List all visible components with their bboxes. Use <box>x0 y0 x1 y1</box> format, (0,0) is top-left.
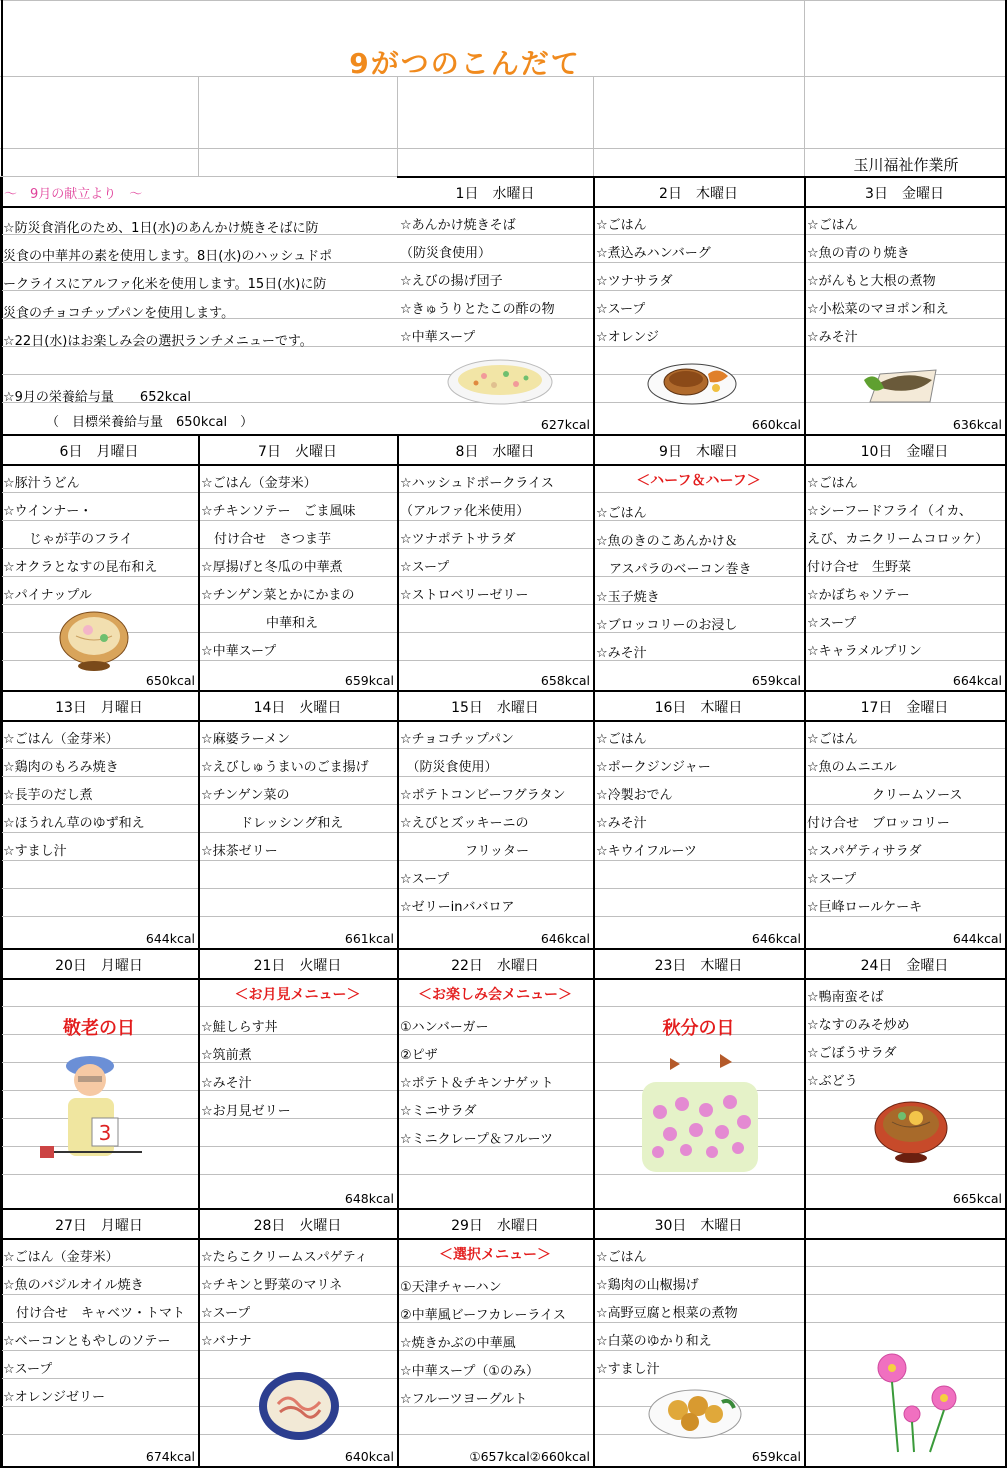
calorie-value: 650kcal <box>145 673 195 688</box>
menu-item: ☆ブロッコリーのお浸し <box>596 618 738 633</box>
menu-item: ②中華風ビーフカレーライス <box>400 1308 566 1323</box>
hamburg-plate-icon <box>646 352 741 408</box>
menu-item: （防災食使用） <box>400 246 492 261</box>
menu-item: ☆チキンと野菜のマリネ <box>201 1278 343 1293</box>
menu-item: ☆魚のバジルオイル焼き <box>3 1278 144 1293</box>
holiday-label: 敬老の日 <box>63 1018 135 1039</box>
grid-line <box>0 176 2 434</box>
menu-item: ☆キウイフルーツ <box>596 844 697 859</box>
special-menu-label: ＜ハーフ＆ハーフ＞ <box>636 473 761 489</box>
menu-item: ☆小松菜のマヨポン和え <box>807 302 949 317</box>
grid-line <box>0 1434 1005 1435</box>
menu-item: ☆ポークジンジャー <box>596 760 711 775</box>
menu-item: ②ピザ <box>400 1048 438 1063</box>
day-header: 28日 火曜日 <box>253 1218 342 1234</box>
menu-item: ☆フルーツヨーグルト <box>400 1392 528 1407</box>
menu-item: ☆えびの揚げ団子 <box>400 274 503 289</box>
menu-item: ☆豚汁うどん <box>3 476 80 491</box>
menu-item: フリッター <box>400 844 529 859</box>
menu-item: ☆ごはん（金芽米） <box>3 1250 119 1265</box>
day-header: 8日 水曜日 <box>455 444 535 460</box>
grid-line <box>593 948 595 1208</box>
menu-item: ☆お月見ゼリー <box>201 1104 291 1119</box>
menu-item: じゃが芋のフライ <box>3 532 133 547</box>
menu-item: ☆冷製おでん <box>596 788 673 803</box>
menu-item: ☆ごはん <box>807 732 858 747</box>
menu-item: ☆ごはん（金芽米） <box>201 476 317 491</box>
menu-item: ☆なすのみそ炒め <box>807 1018 910 1033</box>
intro-line: ☆防災食消化のため、1日(水)のあんかけ焼きそばに防 <box>3 221 319 236</box>
menu-item: ☆スープ <box>400 560 450 575</box>
calorie-value: 659kcal <box>751 673 801 688</box>
grid-line <box>0 148 1005 149</box>
menu-item: ☆パイナップル <box>3 588 92 603</box>
menu-item: ドレッシング和え <box>201 816 344 831</box>
calorie-value: 665kcal <box>952 1191 1002 1206</box>
menu-item: ☆バナナ <box>201 1334 252 1349</box>
menu-item: ☆筑前煮 <box>201 1048 252 1063</box>
grid-line <box>397 176 1005 178</box>
menu-item: ☆かぼちゃソテー <box>807 588 910 603</box>
menu-item: ☆ポテトコンビーフグラタン <box>400 788 566 803</box>
grid-line <box>198 1208 200 1466</box>
special-menu-label: ＜選択メニュー＞ <box>439 1247 551 1263</box>
menu-item: ☆みそ汁 <box>201 1076 252 1091</box>
grid-line <box>0 1208 2 1466</box>
grid-line <box>0 720 1005 722</box>
menu-item: ☆ほうれん草のゆず和え <box>3 816 145 831</box>
grid-line <box>0 434 2 690</box>
grid-line <box>0 206 1005 208</box>
menu-item: ☆スパゲティサラダ <box>807 844 922 859</box>
menu-item: ☆みそ汁 <box>596 646 647 661</box>
day-header: 10日 金曜日 <box>860 444 949 460</box>
menu-item: ☆ごはん <box>596 218 647 233</box>
menu-item: （アルファ化米使用） <box>400 504 530 519</box>
day-header: 2日 木曜日 <box>659 186 738 202</box>
menu-item: ☆オレンジ <box>596 330 660 345</box>
menu-item: ☆チョコチップパン <box>400 732 514 747</box>
grid-line <box>0 860 1005 861</box>
menu-item: えび、カニクリームコロッケ） <box>807 532 989 547</box>
intro-line: ークライスにアルファ化米を使用します。15日(水)に防 <box>3 277 327 292</box>
grid-line <box>0 632 1005 633</box>
grid-line <box>0 464 1005 466</box>
menu-item: ☆中華スープ <box>400 330 476 345</box>
calorie-value: 659kcal <box>344 673 394 688</box>
grid-line <box>198 434 200 690</box>
menu-item: ☆ごはん <box>807 476 858 491</box>
calorie-value: 661kcal <box>344 931 394 946</box>
menu-item: ☆鶏肉の山椒揚げ <box>596 1278 699 1293</box>
menu-item: ☆ツナポテトサラダ <box>400 532 516 547</box>
menu-item: ☆オクラとなすの昆布和え <box>3 560 158 575</box>
menu-item: ①天津チャーハン <box>400 1280 502 1295</box>
grid-line <box>0 176 397 177</box>
special-menu-label: ＜お楽しみ会メニュー＞ <box>418 987 572 1003</box>
menu-item: ☆シーフードフライ（イカ、 <box>807 504 972 519</box>
grilled-fish-icon <box>860 360 944 408</box>
svg-text:3: 3 <box>98 1121 112 1145</box>
organization-name: 玉川福祉作業所 <box>853 156 959 174</box>
menu-item: ☆鴨南蛮そば <box>807 990 884 1005</box>
cosmos-flower-icon <box>858 1344 978 1456</box>
menu-item: ☆ミニサラダ <box>400 1104 477 1119</box>
grid-line <box>0 434 1005 436</box>
menu-item: ☆ハッシュドポークライス <box>400 476 554 491</box>
calorie-value: 648kcal <box>344 1191 394 1206</box>
menu-item: ☆焼きかぶの中華風 <box>400 1336 516 1351</box>
spaghetti-plate-icon <box>258 1370 340 1442</box>
calorie-value: 636kcal <box>952 417 1002 432</box>
menu-item: ☆スープ <box>807 616 857 631</box>
day-header: 13日 月曜日 <box>55 700 143 716</box>
day-header: 14日 火曜日 <box>253 700 342 716</box>
day-header: 7日 火曜日 <box>258 444 337 460</box>
grid-line <box>0 604 1005 605</box>
menu-item: ☆たらこクリームスパゲティ <box>201 1250 368 1265</box>
menu-item: ☆えびしゅうまいのごま揚げ <box>201 760 369 775</box>
menu-item: クリームソース <box>807 788 963 803</box>
udon-bowl-icon <box>58 608 130 674</box>
menu-item: ☆鶏肉のもろみ焼き <box>3 760 119 775</box>
calorie-value: 644kcal <box>952 931 1002 946</box>
grid-line <box>0 1294 1005 1295</box>
menu-item: ☆ぶどう <box>807 1074 858 1089</box>
day-header: 6日 月曜日 <box>59 444 139 460</box>
soba-bowl-icon <box>872 1098 950 1166</box>
menu-item: 付け合せ キャベツ・トマト <box>3 1306 186 1321</box>
menu-item: ☆スープ <box>201 1306 251 1321</box>
menu-item: ☆チンゲン菜とかにかまの <box>201 588 355 603</box>
menu-item: 付け合せ 生野菜 <box>807 560 912 575</box>
grid-line <box>0 1174 1005 1175</box>
grid-line <box>0 0 1005 1</box>
menu-item: ☆魚のムニエル <box>807 760 897 775</box>
menu-item: ☆みそ汁 <box>807 330 858 345</box>
grid-line <box>0 888 1005 889</box>
grid-line <box>0 1266 1005 1267</box>
grid-line <box>198 76 199 176</box>
menu-item: （防災食使用） <box>400 760 498 775</box>
intro-line: 災食のチョコチップパンを使用します。 <box>3 306 235 321</box>
grid-line <box>593 690 595 948</box>
grid-line <box>0 1062 1005 1063</box>
menu-item: ☆ベーコンともやしのソテー <box>3 1334 171 1349</box>
menu-item: ☆中華スープ（①のみ） <box>400 1364 540 1379</box>
menu-item: ☆ごはん <box>596 506 647 521</box>
grid-line <box>0 660 1005 661</box>
grid-line <box>0 1006 1005 1007</box>
grid-line <box>0 948 1005 950</box>
cosmos-field-icon <box>640 1052 760 1174</box>
menu-item: ☆鮭しらす丼 <box>201 1020 278 1035</box>
menu-item: ☆みそ汁 <box>596 816 647 831</box>
day-header: 9日 木曜日 <box>659 444 738 460</box>
grid-line <box>0 978 1005 980</box>
calorie-value: 659kcal <box>751 1449 801 1464</box>
grid-line <box>593 76 594 176</box>
grid-line <box>0 748 1005 749</box>
grid-line <box>0 1238 1005 1240</box>
menu-item: ☆スープ <box>596 302 646 317</box>
day-header: 21日 火曜日 <box>253 958 342 974</box>
menu-item: ☆ウインナー・ <box>3 504 93 519</box>
menu-item: ☆魚のきのこあんかけ＆ <box>596 534 738 549</box>
menu-item: ☆中華スープ <box>201 644 277 659</box>
elder-gateball-icon <box>32 1048 148 1164</box>
menu-item: ☆ストロベリーゼリー <box>400 588 529 603</box>
grid-line <box>397 76 398 176</box>
day-header: 22日 水曜日 <box>451 958 539 974</box>
day-header: 24日 金曜日 <box>860 958 949 974</box>
menu-item: ☆ゼリーinババロア <box>400 900 515 915</box>
grid-line <box>0 576 1005 577</box>
grid-line <box>0 1118 1005 1119</box>
menu-item: ☆魚の青のり焼き <box>807 246 910 261</box>
calorie-value: 660kcal <box>751 417 801 432</box>
menu-item: ①ハンバーガー <box>400 1020 489 1035</box>
grid-line <box>397 434 399 690</box>
grid-line <box>804 948 806 1208</box>
calorie-value: ①657kcal②660kcal <box>469 1449 590 1464</box>
menu-item: ☆ごはん（金芽米） <box>3 732 119 747</box>
calorie-value: 674kcal <box>145 1449 195 1464</box>
intro-target: （ 目標栄養給与量 650kcal ） <box>46 415 254 430</box>
menu-item: ☆煮込みハンバーグ <box>596 246 711 261</box>
menu-item: 中華和え <box>201 616 319 631</box>
intro-heading: ～ 9月の献立より ～ <box>4 187 143 202</box>
day-header: 30日 木曜日 <box>654 1218 743 1234</box>
menu-item: ☆巨峰ロールケーキ <box>807 900 923 915</box>
day-header: 3日 金曜日 <box>865 186 944 202</box>
grid-line <box>0 548 1005 549</box>
calorie-value: 664kcal <box>952 673 1002 688</box>
menu-item: ☆ごはん <box>596 732 647 747</box>
grid-line <box>0 916 1005 917</box>
menu-item: ☆がんもと大根の煮物 <box>807 274 936 289</box>
grid-line <box>804 176 806 434</box>
menu-item: 付け合せ さつま芋 <box>201 532 332 547</box>
grid-line <box>198 690 200 948</box>
noodle-plate-icon <box>446 352 554 406</box>
holiday-label: 秋分の日 <box>662 1018 735 1039</box>
grid-line <box>804 434 806 690</box>
menu-item: ☆チキンソテー ごま風味 <box>201 504 356 519</box>
calorie-value: 644kcal <box>145 931 195 946</box>
menu-item: ☆抹茶ゼリー <box>201 844 278 859</box>
menu-item: ☆えびとズッキーニの <box>400 816 529 831</box>
grid-line <box>0 832 1005 833</box>
day-header: 1日 水曜日 <box>455 186 535 202</box>
day-header: 15日 水曜日 <box>451 700 539 716</box>
menu-item: ☆スープ <box>3 1362 53 1377</box>
calorie-value: 646kcal <box>540 931 590 946</box>
menu-item: ☆ごぼうサラダ <box>807 1046 897 1061</box>
grid-line <box>0 1208 1005 1210</box>
grid-line <box>0 776 1005 777</box>
menu-item: ☆ごはん <box>807 218 858 233</box>
calorie-value: 646kcal <box>751 931 801 946</box>
menu-item: ☆厚揚げと冬瓜の中華煮 <box>201 560 343 575</box>
day-header: 17日 金曜日 <box>860 700 949 716</box>
day-header: 27日 月曜日 <box>55 1218 143 1234</box>
intro-line: 災食の中華丼の素を使用します。8日(水)のハッシュドポ <box>3 249 333 264</box>
menu-item: ☆すまし汁 <box>596 1362 660 1377</box>
grid-line <box>593 176 595 434</box>
grid-line <box>397 690 399 948</box>
menu-item: ☆ごはん <box>596 1250 647 1265</box>
menu-item: ☆オレンジゼリー <box>3 1390 106 1405</box>
day-header: 16日 木曜日 <box>654 700 743 716</box>
menu-item: ☆きゅうりとたこの酢の物 <box>400 302 555 317</box>
menu-item: ☆ポテト＆チキンナゲット <box>400 1076 554 1091</box>
calorie-value: 627kcal <box>540 417 590 432</box>
menu-item: 付け合せ ブロッコリー <box>807 816 950 831</box>
menu-item: ☆白菜のゆかり和え <box>596 1334 712 1349</box>
calorie-value: 640kcal <box>344 1449 394 1464</box>
menu-item: ☆スープ <box>400 872 450 887</box>
day-header: 29日 水曜日 <box>451 1218 539 1234</box>
grid-line <box>0 520 1005 521</box>
intro-average: ☆9月の栄養給与量 652kcal <box>3 390 191 405</box>
grid-line <box>804 690 806 948</box>
menu-item: ☆ツナサラダ <box>596 274 673 289</box>
grid-line <box>0 492 1005 493</box>
grid-line <box>0 690 1005 692</box>
grid-line <box>593 1208 595 1466</box>
menu-item: ☆キャラメルプリン <box>807 644 922 659</box>
grid-line <box>0 690 2 948</box>
menu-item: ☆ミニクレープ＆フルーツ <box>400 1132 553 1147</box>
page-title: 9がつのこんだて <box>349 47 581 80</box>
grid-line <box>804 0 805 176</box>
menu-item: ☆長芋のだし煮 <box>3 788 93 803</box>
intro-line: ☆22日(水)はお楽しみ会の選択ランチメニューです。 <box>3 334 313 349</box>
grid-line <box>0 948 2 1208</box>
day-header: 20日 月曜日 <box>55 958 143 974</box>
grid-line <box>0 804 1005 805</box>
menu-item: アスパラのベーコン巻き <box>596 562 752 577</box>
karaage-plate-icon <box>648 1384 742 1440</box>
menu-item: ☆玉子焼き <box>596 590 660 605</box>
calorie-value: 658kcal <box>540 673 590 688</box>
menu-item: ☆麻婆ラーメン <box>201 732 291 747</box>
day-header: 23日 木曜日 <box>654 958 743 974</box>
menu-item: ☆あんかけ焼きそば <box>400 218 516 233</box>
menu-item: ☆スープ <box>807 872 857 887</box>
special-menu-label: ＜お月見メニュー＞ <box>234 987 361 1003</box>
menu-item: ☆チンゲン菜の <box>201 788 290 803</box>
grid-line <box>804 1208 806 1466</box>
menu-item: ☆高野豆腐と根菜の煮物 <box>596 1306 738 1321</box>
menu-item: ☆すまし汁 <box>3 844 67 859</box>
